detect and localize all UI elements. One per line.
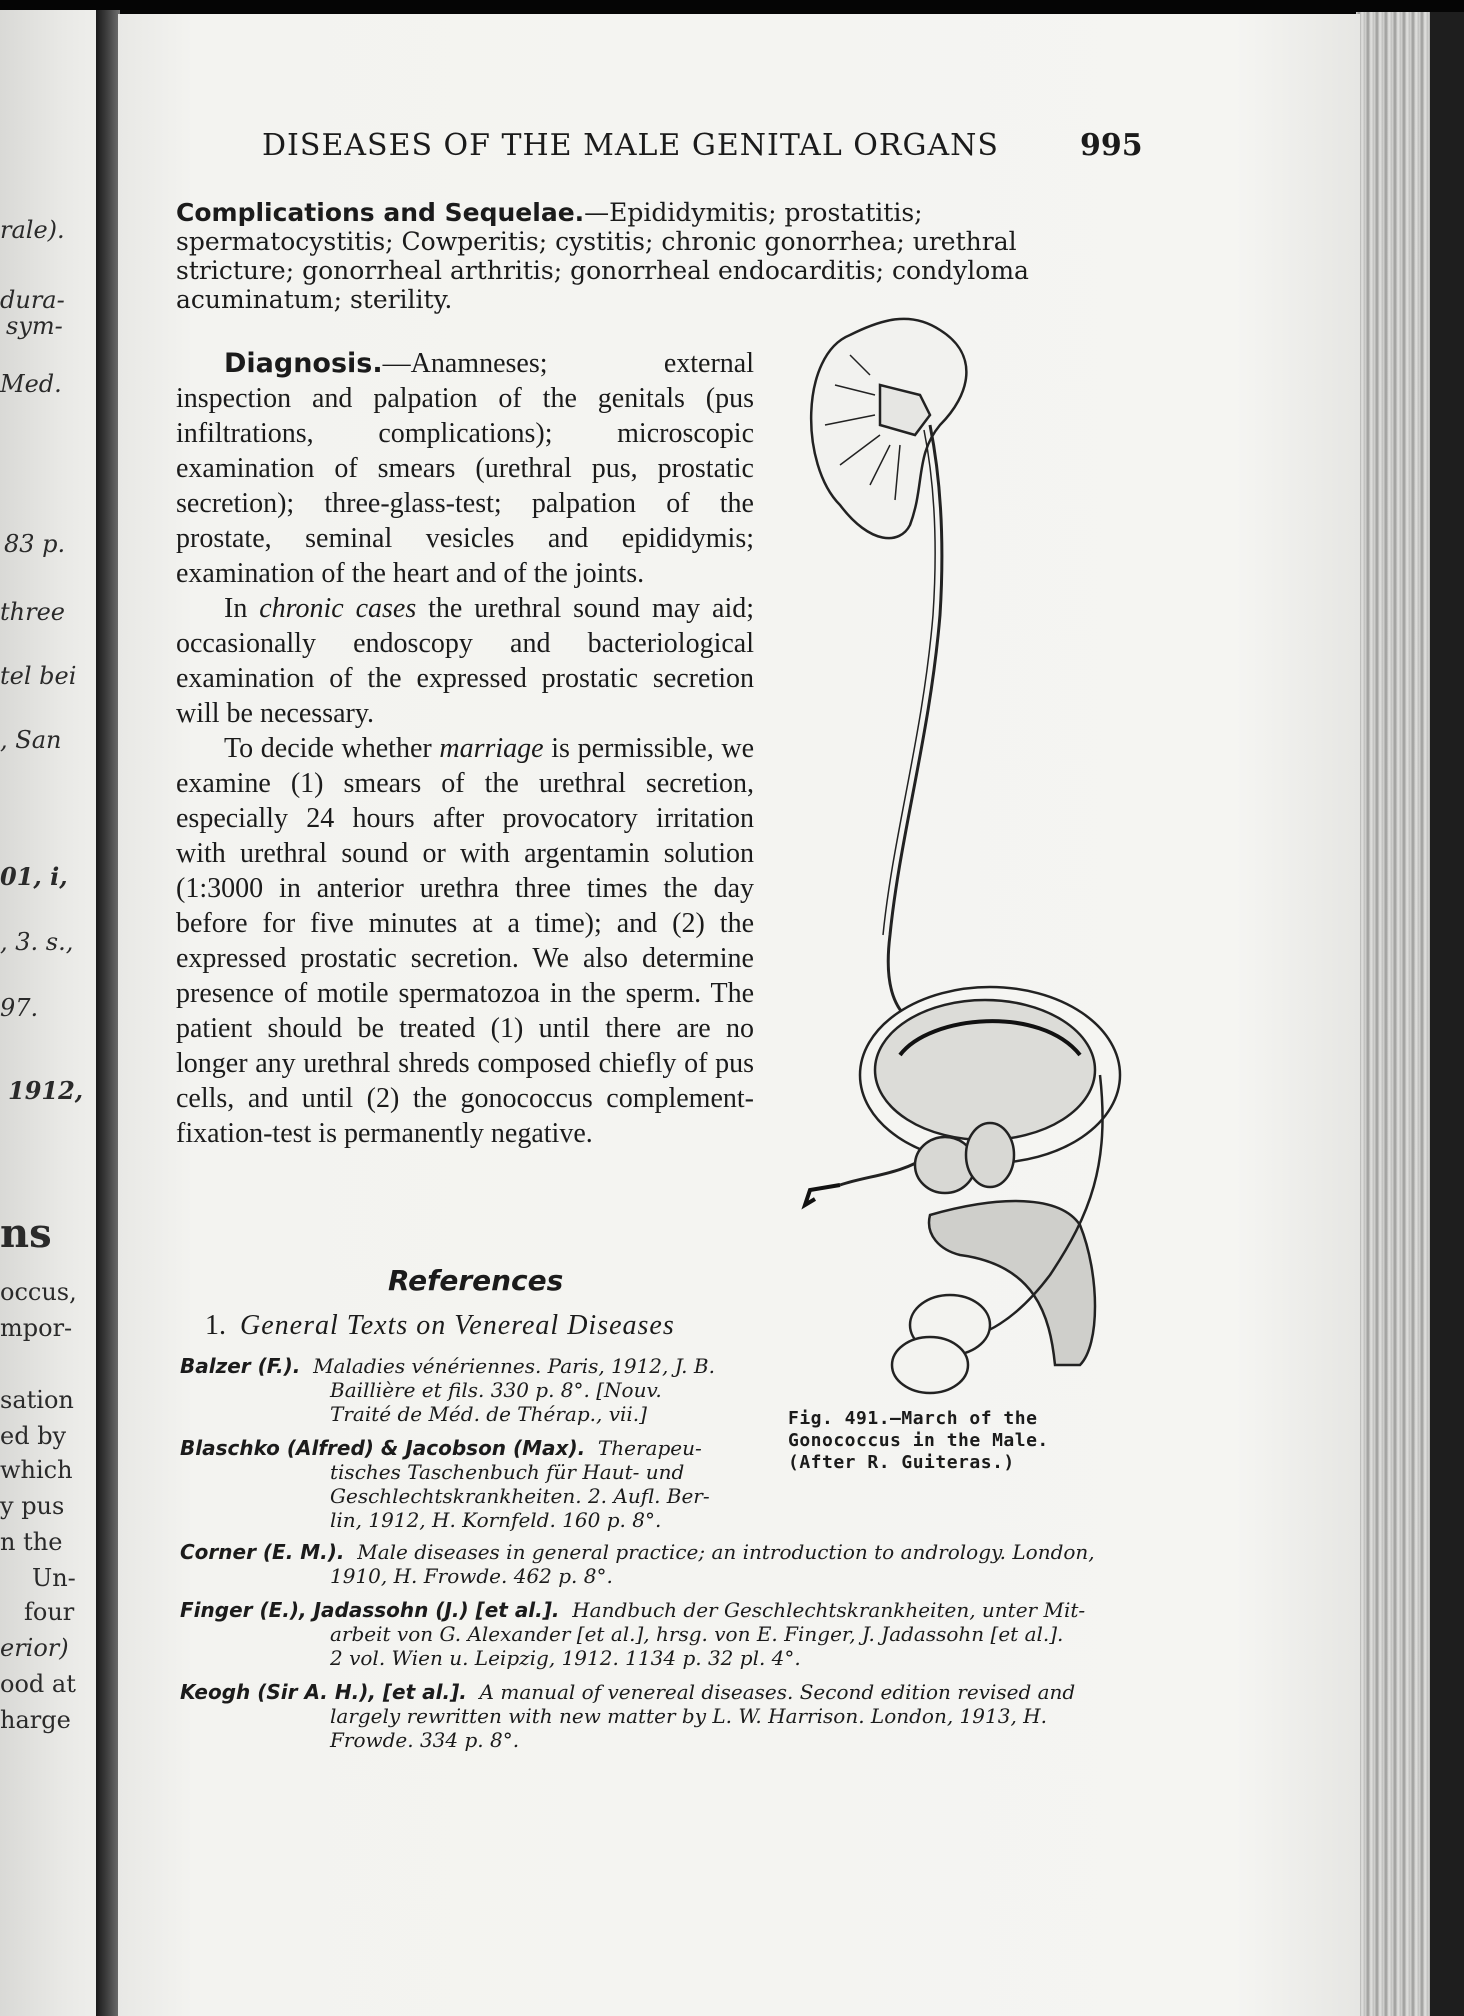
diagnosis-paragraph-3: To decide whether marriage is permissible, we examine (1) smears of the urethral secretion, especially 24 hours after provocatory irritation with urethral sound or with argentamin solution (1:3000 in anterior urethra three times the day before for five minutes at a time); and (2) the expressed prostatic secretion. We also determine presence of motile spermatozoa in the sperm. The patient should be treated (1) until there are no longer any urethral shreds composed chiefly of pus cells, and until (2) the gonococcus complement-fixation-test is permanently negative. xyxy=(176,733,755,1149)
complications-text: —Epididymitis; prostatitis; spermatocystitis; Cowperitis; cystitis; chronic gonorrhea; urethral stricture; gonorrheal arthritis; gonorrheal endocarditis; condyloma acuminatum; sterility. xyxy=(176,198,1029,314)
book-gutter xyxy=(96,10,120,2016)
diagnosis-paragraph-1: Diagnosis.—Anamneses; external inspection and palpation of the genitals (pus infiltrations, complications); microscopic examination of smears (urethral pus, prostatic secretion); three-glass-test; palpation of the prostate, seminal vesicles and epididymis; examination of the heart and of the joints. xyxy=(176,348,754,589)
figure-caption: Fig. 491.—March of the Gonococcus in the Male. (After R. Guiteras.) xyxy=(788,1408,1049,1473)
reference-entry: Finger (E.), Jadassohn (J.) [et al.]. Handbuch der Geschlechtskrankheiten, unter Mit- arbeit von G. Alexander [et al.], hrsg. von E. Finger, J. Jadassohn [et al.]. 2 vol. Wien u. Leipzig, 1912. 1134 p. 32 pl. 4°. xyxy=(180,1598,1086,1670)
reference-entry: Corner (E. M.). Male diseases in general practice; an introduction to andrology. London, 1910, H. Frowde. 462 p. 8°. xyxy=(180,1540,1095,1588)
running-header: DISEASES OF THE MALE GENITAL ORGANS xyxy=(262,128,999,163)
scan-right-border xyxy=(1430,12,1464,2016)
facing-page-fragment: sation xyxy=(0,1386,74,1414)
needle xyxy=(805,1185,840,1205)
facing-page-fragment: which xyxy=(0,1456,73,1484)
facing-page-fragment: y pus xyxy=(0,1492,65,1520)
diagnosis-heading: Diagnosis. xyxy=(224,348,383,379)
facing-page-fragment: harge xyxy=(0,1706,71,1734)
facing-page-fragment: 97. xyxy=(0,994,39,1022)
facing-page xyxy=(0,10,106,2016)
facing-page-fragment: 01, i, xyxy=(0,862,68,891)
facing-page-fragment: , 3. s., xyxy=(0,928,74,956)
facing-page-fragment: 83 p. xyxy=(4,530,66,558)
facing-page-fragment: ed by xyxy=(0,1422,67,1450)
facing-page-fragment: sym- xyxy=(6,312,63,340)
facing-page-fragment: Un- xyxy=(32,1564,76,1592)
references-section-title: 1. General Texts on Venereal Diseases xyxy=(205,1310,675,1341)
facing-page-fragment: mpor- xyxy=(0,1314,73,1342)
diagnosis-section xyxy=(176,346,754,1151)
scan-top-border xyxy=(0,0,1464,14)
facing-page-fragment: Med. xyxy=(0,370,62,398)
facing-page-fragment: occus, xyxy=(0,1278,77,1306)
facing-page-fragment: 1912, xyxy=(8,1076,84,1105)
facing-page-fragment: dura- xyxy=(0,286,65,314)
gonococcus-march-illustration xyxy=(780,315,1140,1395)
page-number: 995 xyxy=(1080,128,1143,163)
diagnosis-paragraph-2: In chronic cases the urethral sound may aid; occasionally endoscopy and bacteriological examination of the expressed prostatic secretion will be necessary. xyxy=(176,593,755,729)
references-heading: References xyxy=(388,1264,564,1297)
complications-paragraph xyxy=(176,198,1122,314)
facing-page-fragment: ns xyxy=(0,1210,52,1257)
facing-page-fragment: four xyxy=(24,1598,75,1626)
reference-entry: Balzer (F.). Maladies vénériennes. Paris, 1912, J. B. Baillière et fils. 330 p. 8°. [Nouv. Traité de Méd. de Thérap., vii.] xyxy=(180,1354,715,1426)
facing-page-fragment: tel bei xyxy=(0,662,77,690)
facing-page-fragment: three xyxy=(0,598,65,626)
facing-page-fragment: ood at xyxy=(0,1670,76,1698)
reference-entry: Keogh (Sir A. H.), [et al.]. A manual of venereal diseases. Second edition revised and largely rewritten with new matter by L. W. Harrison. London, 1913, H. Frowde. 334 p. 8°. xyxy=(180,1680,1076,1752)
facing-page-fragment: , San xyxy=(0,726,62,754)
complications-heading: Complications and Sequelae. xyxy=(176,198,585,227)
facing-page-fragment: n the xyxy=(0,1528,63,1556)
facing-page-fragment: erior) xyxy=(0,1634,69,1662)
testis-lower xyxy=(892,1337,968,1393)
reference-entry: Blaschko (Alfred) & Jacobson (Max). Therapeu- tisches Taschenbuch für Haut- und Geschlechtskrankheiten. 2. Aufl. Ber- lin, 1912, H. Kornfeld. 160 p. 8°. xyxy=(180,1436,710,1532)
facing-page-fragment: rale). xyxy=(0,216,65,244)
